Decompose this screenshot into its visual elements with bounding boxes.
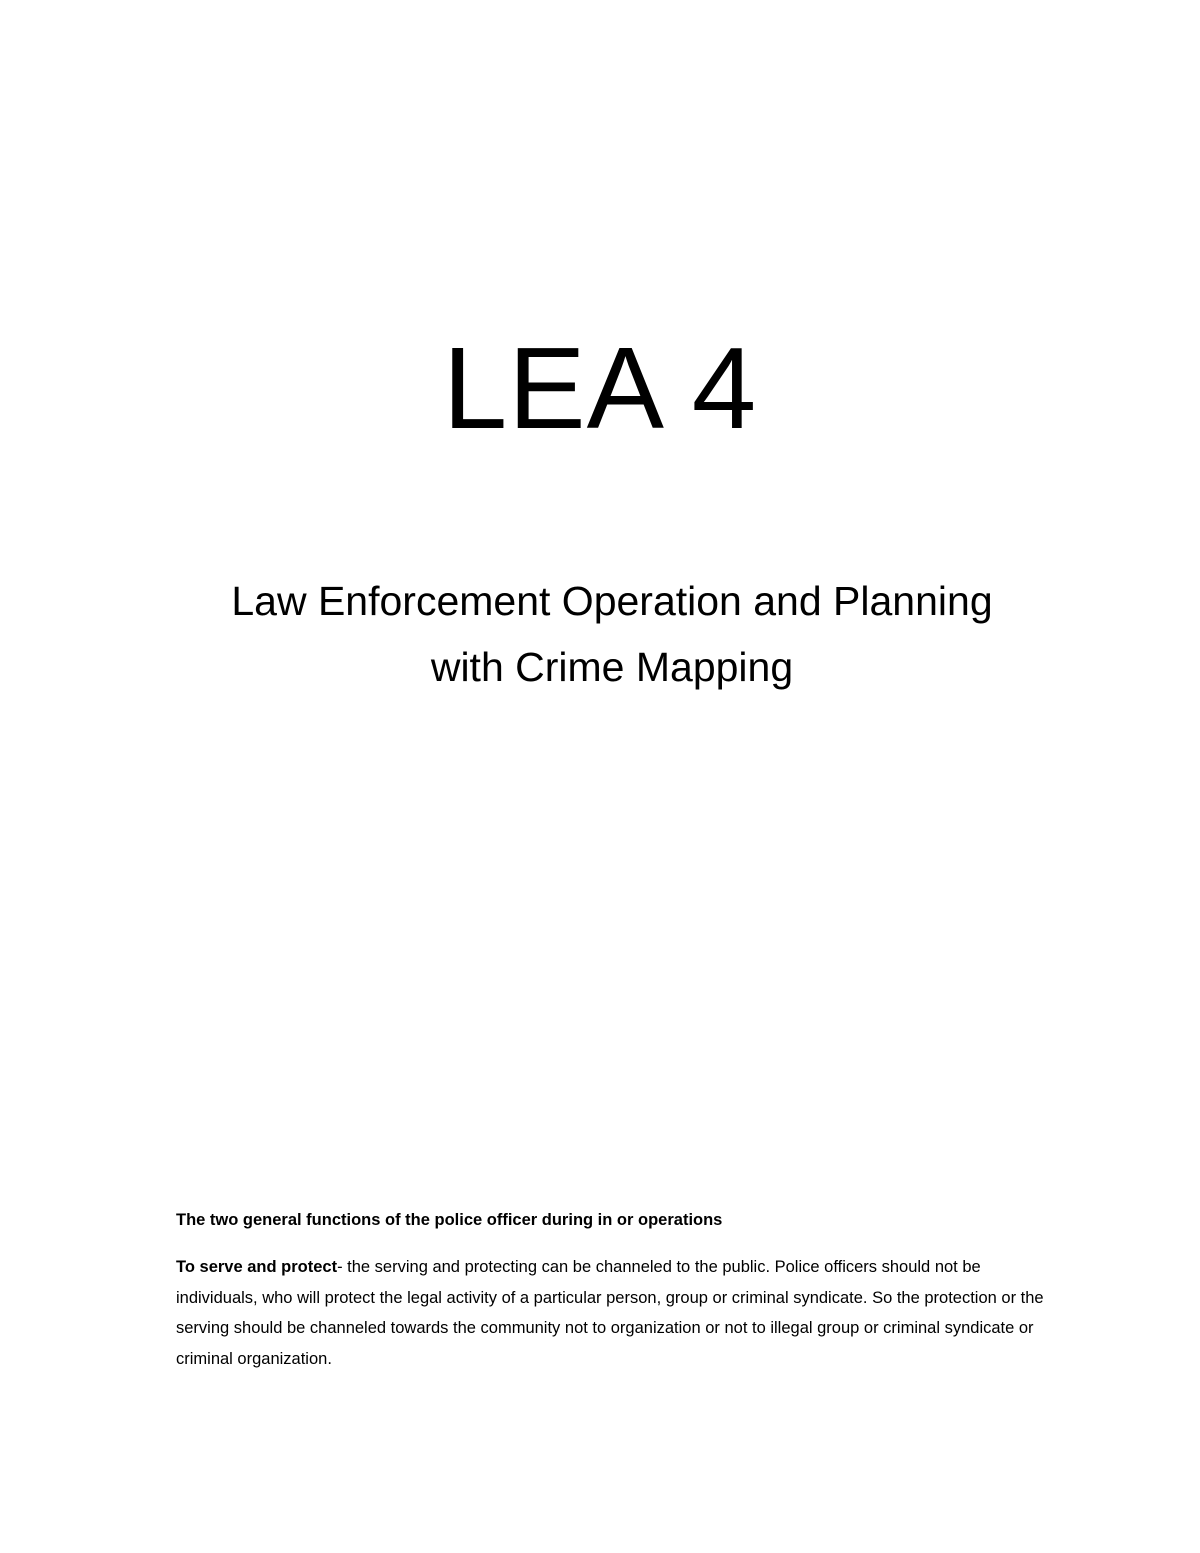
- section-heading: The two general functions of the police officer during in or operations: [176, 1211, 723, 1229]
- section-paragraph: [176, 1252, 1056, 1374]
- paragraph-term: To serve and protect: [176, 1258, 338, 1276]
- document-title: LEA 4: [442, 323, 758, 453]
- document-subtitle: [0, 568, 1200, 700]
- functions-section: [176, 1206, 1056, 1374]
- paragraph-text: - the serving and protecting can be channeled to the public. Police officers should not be individuals, who will protect the legal activity of a particular person, group or criminal syndicate. So the protection or the serving should be channeled towards the community not to organization or not to illegal group or criminal syndicate or criminal organization.: [176, 1258, 1044, 1368]
- subtitle-line-2: with Crime Mapping: [430, 644, 794, 690]
- subtitle-line-1: Law Enforcement Operation and Planning: [231, 578, 993, 624]
